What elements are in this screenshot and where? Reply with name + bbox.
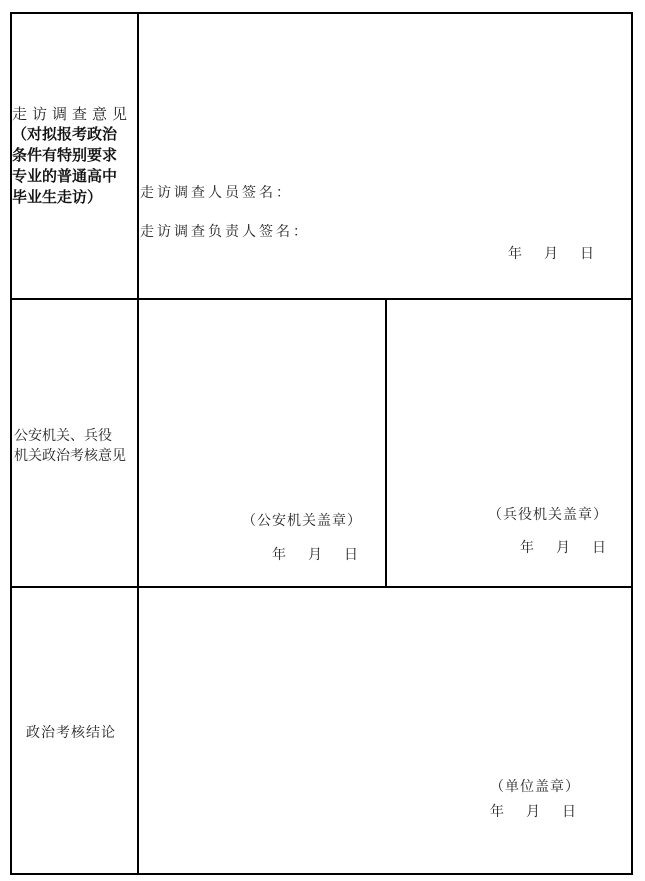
supervisor-signature-label: 走访调查负责人签名： [140, 224, 310, 240]
police-date: 年 月 日 [272, 547, 362, 563]
military-date: 年 月 日 [520, 540, 610, 556]
review-label-line: 机关政治考核意见 [14, 448, 126, 464]
visit-label-line: （对拟报考政治 [12, 125, 118, 143]
police-seal-label: （公安机关盖章） [242, 513, 362, 529]
visit-date: 年 月 日 [508, 246, 598, 262]
visit-label-line: 毕业生走访） [12, 188, 103, 206]
row-divider-2 [10, 586, 633, 588]
visit-label-title: 走访调查意见 [12, 105, 133, 123]
review-column-divider [385, 298, 387, 588]
visit-label-line: 条件有特别要求 [12, 146, 118, 164]
military-seal-label: （兵役机关盖章） [488, 507, 608, 523]
border-bottom [10, 873, 633, 875]
investigator-signature-label: 走访调查人员签名： [140, 185, 293, 201]
border-top [10, 12, 633, 14]
conclusion-label: 政治考核结论 [26, 725, 116, 741]
conclusion-date: 年 月 日 [490, 804, 580, 820]
review-label-line: 公安机关、兵役 [14, 428, 112, 444]
unit-seal-label: （单位盖章） [490, 779, 580, 795]
border-right [631, 12, 633, 875]
visit-label-line: 专业的普通高中 [12, 167, 118, 185]
column-divider [137, 12, 139, 875]
row-divider-1 [10, 298, 633, 300]
